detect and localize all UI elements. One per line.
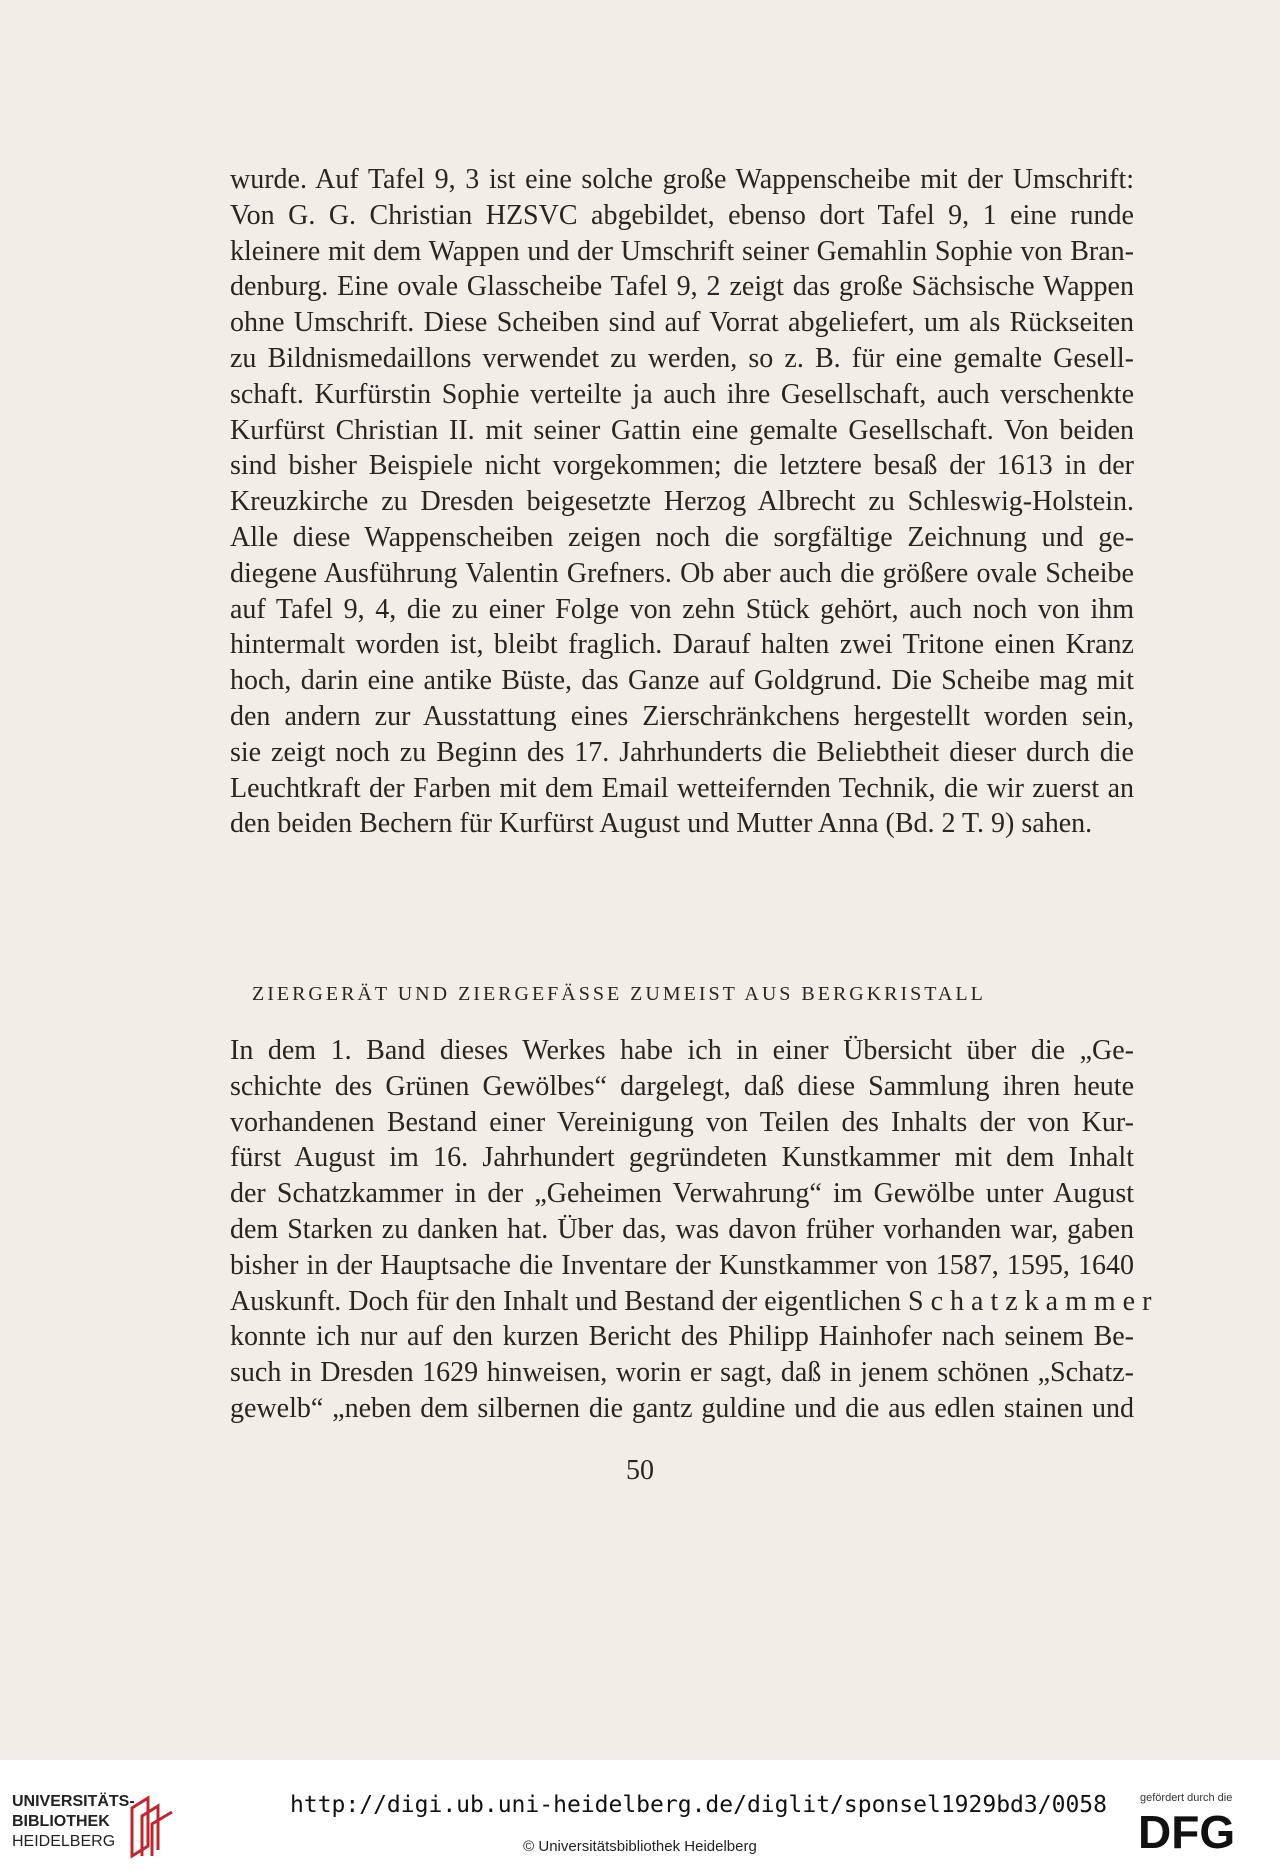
text-line: gewelb“ „neben dem silbernen die gantz guldine und die aus edlen stainen und <box>230 1392 1134 1424</box>
text-line: sind bisher Beispiele nicht vorgekommen; die letztere besaß der 1613 in der <box>230 450 1134 482</box>
text-line: Leuchtkraft der Farben mit dem Email wetteifernden Technik, die wir zuerst an <box>230 772 1134 804</box>
text-line: konnte ich nur auf den kurzen Bericht des Philipp Hainhofer nach seinem Be- <box>230 1321 1134 1353</box>
text-line: Kreuzkirche zu Dresden beigesetzte Herzog Albrecht zu Schleswig-Holstein. <box>230 486 1134 518</box>
text-line: zu Bildnismedaillons verwendet zu werden, so z. B. für eine gemalte Gesell- <box>230 342 1134 374</box>
copyright-notice: © Universitätsbibliothek Heidelberg <box>523 1838 757 1855</box>
text-line: bisher in der Hauptsache die Inventare der Kunstkammer von 1587, 1595, 1640 <box>230 1249 1134 1281</box>
text-line: sie zeigt noch zu Beginn des 17. Jahrhunderts die Beliebtheit dieser durch die <box>230 736 1134 768</box>
funding-note: gefördert durch die <box>1140 1792 1233 1804</box>
library-name-line3: HEIDELBERG <box>12 1833 116 1850</box>
text-line: den andern zur Ausstattung eines Zierschränkchens hergestellt worden sein, <box>230 700 1134 732</box>
text-line: fürst August im 16. Jahrhundert gegründeten Kunstkammer mit dem Inhalt <box>230 1142 1134 1174</box>
text-line: Alle diese Wappenscheiben zeigen noch die sorgfältige Zeichnung und ge- <box>230 521 1134 553</box>
page-number: 50 <box>626 1455 654 1486</box>
section-heading: ZIERGERÄT UND ZIERGEFÄSSE ZUMEIST AUS BERGKRISTALL <box>252 983 986 1005</box>
text-line: denburg. Eine ovale Glasscheibe Tafel 9, 2 zeigt das große Sächsische Wappen <box>230 271 1134 303</box>
text-line: den beiden Bechern für Kurfürst August und Mutter Anna (Bd. 2 T. 9) sahen. <box>230 808 1093 840</box>
text-line: dem Starken zu danken hat. Über das, was davon früher vorhanden war, gaben <box>230 1213 1134 1245</box>
text-line: der Schatzkammer in der „Geheimen Verwahrung“ im Gewölbe unter August <box>230 1178 1134 1210</box>
footer-bar <box>0 1760 1280 1871</box>
text-line: vorhandenen Bestand einer Vereinigung von Teilen des Inhalts der von Kur- <box>230 1106 1134 1138</box>
text-line: In dem 1. Band dieses Werkes habe ich in einer Übersicht über die „Ge- <box>230 1035 1134 1066</box>
text-line: diegene Ausführung Valentin Grefners. Ob aber auch die größere ovale Scheibe <box>230 557 1134 589</box>
text-line: kleinere mit dem Wappen und der Umschrift seiner Gemahlin Sophie von Bran- <box>230 235 1134 267</box>
text-line: such in Dresden 1629 hinweisen, worin er sagt, daß in jenem schönen „Schatz- <box>230 1357 1134 1389</box>
dfg-logo-icon <box>1138 1808 1266 1854</box>
text-line: Auskunft. Doch für den Inhalt und Bestand der eigentlichen S c h a t z k a m m e r <box>230 1285 1152 1317</box>
text-line: Von G. G. Christian HZSVC abgebildet, ebenso dort Tafel 9, 1 eine runde <box>230 199 1134 231</box>
dfg-logo-text: DFG <box>1138 1808 1236 1854</box>
text-line: wurde. Auf Tafel 9, 3 ist eine solche große Wappenscheibe mit der Umschrift: <box>230 164 1134 195</box>
paragraph-2 <box>230 1033 1152 1427</box>
library-name-line1: UNIVERSITÄTS- <box>12 1793 135 1810</box>
text-line: hoch, darin eine antike Büste, das Ganze auf Goldgrund. Die Scheibe mag mit <box>230 665 1134 697</box>
text-line: auf Tafel 9, 4, die zu einer Folge von zehn Stück gehört, auch noch von ihm <box>230 593 1134 625</box>
text-line: hintermalt worden ist, bleibt fraglich. Darauf halten zwei Tritone einen Kranz <box>230 629 1134 661</box>
text-line: schaft. Kurfürstin Sophie verteilte ja auch ihre Gesellschaft, auch verschenkte <box>230 378 1134 410</box>
text-line: ohne Umschrift. Diese Scheiben sind auf Vorrat abgeliefert, um als Rückseiten <box>230 307 1134 339</box>
text-line: schichte des Grünen Gewölbes“ dargelegt, daß diese Sammlung ihren heute <box>230 1070 1134 1102</box>
paragraph-1 <box>230 162 1134 842</box>
text-line: Kurfürst Christian II. mit seiner Gattin eine gemalte Gesellschaft. Von beiden <box>230 414 1134 446</box>
library-name-line2: BIBLIOTHEK <box>12 1813 110 1830</box>
permalink-url[interactable]: http://digi.ub.uni-heidelberg.de/diglit/sponsel1929bd3/0058 <box>290 1792 1107 1818</box>
